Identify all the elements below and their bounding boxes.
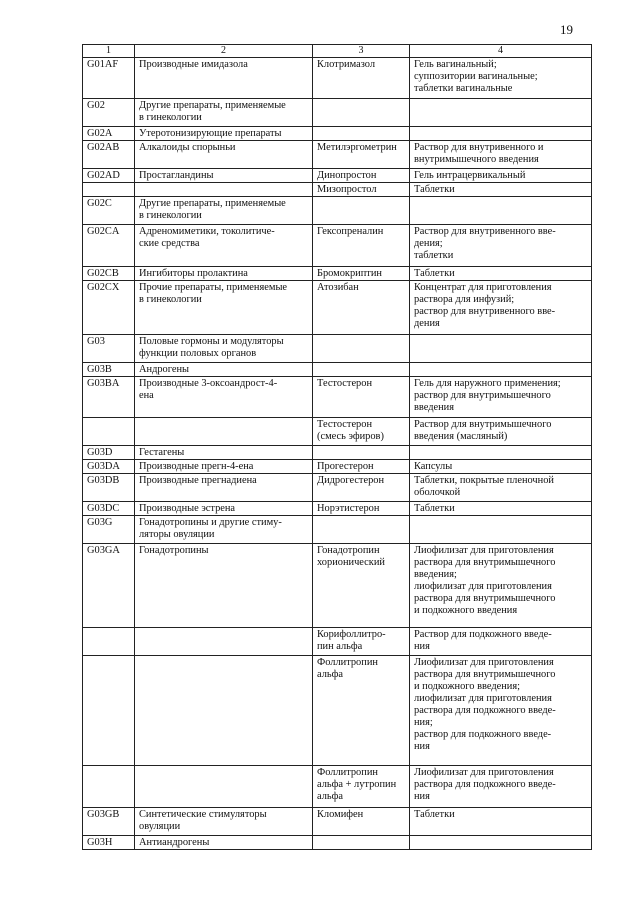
atc-code-cell: G03 <box>83 335 135 363</box>
group-name-cell: Половые гормоны и модуляторы функции половых органов <box>135 335 313 363</box>
atc-code-cell: G01AF <box>83 58 135 99</box>
dosage-form-cell: Раствор для внутривенного вве- дения; таблетки <box>410 225 592 267</box>
group-name-cell: Другие препараты, применяемые в гинекологии <box>135 99 313 127</box>
substance-cell <box>313 516 410 544</box>
table-row <box>83 836 592 850</box>
table-row <box>83 335 592 363</box>
atc-code-cell: G03D <box>83 446 135 460</box>
group-name-cell: Антиандрогены <box>135 836 313 850</box>
dosage-form-cell: Раствор для внутривенного и внутримышечного введения <box>410 141 592 169</box>
group-name-cell: Простагландины <box>135 169 313 183</box>
atc-code-cell: G03G <box>83 516 135 544</box>
atc-code-cell: G02AB <box>83 141 135 169</box>
table-row <box>83 544 592 628</box>
group-name-cell: Утеротонизирующие препараты <box>135 127 313 141</box>
dosage-form-cell <box>410 197 592 225</box>
dosage-form-cell: Раствор для подкожного введе- ния <box>410 628 592 656</box>
table-row <box>83 460 592 474</box>
table-row <box>83 183 592 197</box>
group-name-cell: Адреномиметики, токолитиче- ские средства <box>135 225 313 267</box>
table-row <box>83 474 592 502</box>
table-row <box>83 169 592 183</box>
dosage-form-cell <box>410 516 592 544</box>
substance-cell: Корифоллитро- пин альфа <box>313 628 410 656</box>
substance-cell <box>313 836 410 850</box>
dosage-form-cell: Лиофилизат для приготовления раствора для внутримышечного и подкожного введения; лиофилизат для приготовления раствора для подкожного введе- ния; раствор для подкожного введе- ния <box>410 656 592 766</box>
group-name-cell <box>135 656 313 766</box>
atc-code-cell: G02AD <box>83 169 135 183</box>
atc-code-cell <box>83 418 135 446</box>
group-name-cell: Гонадотропины и другие стиму- ляторы овуляции <box>135 516 313 544</box>
table-row <box>83 225 592 267</box>
substance-cell: Динопростон <box>313 169 410 183</box>
group-name-cell: Производные прегнадиена <box>135 474 313 502</box>
substance-cell <box>313 446 410 460</box>
table-row <box>83 267 592 281</box>
table-row <box>83 656 592 766</box>
group-name-cell: Прочие препараты, применяемые в гинекологии <box>135 281 313 335</box>
atc-code-cell: G02 <box>83 99 135 127</box>
group-name-cell: Алкалоиды спорыньи <box>135 141 313 169</box>
header-col-4: 4 <box>410 45 592 58</box>
group-name-cell: Синтетические стимуляторы овуляции <box>135 808 313 836</box>
substance-cell <box>313 99 410 127</box>
substance-cell: Клотримазол <box>313 58 410 99</box>
page-number: 19 <box>560 22 573 37</box>
group-name-cell: Производные имидазола <box>135 58 313 99</box>
atc-code-cell: G03GA <box>83 544 135 628</box>
group-name-cell: Гонадотропины <box>135 544 313 628</box>
table-row <box>83 502 592 516</box>
dosage-form-cell <box>410 363 592 377</box>
table-row <box>83 628 592 656</box>
atc-code-cell: G03B <box>83 363 135 377</box>
table-row <box>83 808 592 836</box>
table-row <box>83 99 592 127</box>
dosage-form-cell <box>410 836 592 850</box>
dosage-form-cell: Таблетки <box>410 267 592 281</box>
atc-code-cell: G02CB <box>83 267 135 281</box>
substance-cell: Тестостерон (смесь эфиров) <box>313 418 410 446</box>
atc-code-cell <box>83 628 135 656</box>
atc-code-cell <box>83 766 135 808</box>
substance-cell <box>313 127 410 141</box>
group-name-cell: Гестагены <box>135 446 313 460</box>
table-row <box>83 197 592 225</box>
dosage-form-cell: Таблетки <box>410 808 592 836</box>
substance-cell: Атозибан <box>313 281 410 335</box>
substance-cell <box>313 197 410 225</box>
dosage-form-cell: Гель для наружного применения; раствор для внутримышечного введения <box>410 377 592 418</box>
table-row <box>83 446 592 460</box>
dosage-form-cell: Капсулы <box>410 460 592 474</box>
group-name-cell <box>135 418 313 446</box>
group-name-cell: Производные 3-оксоандрост-4- ена <box>135 377 313 418</box>
substance-cell: Бромокриптин <box>313 267 410 281</box>
dosage-form-cell: Лиофилизат для приготовления раствора для подкожного введе- ния <box>410 766 592 808</box>
atc-code-cell: G03DC <box>83 502 135 516</box>
atc-code-cell: G02CA <box>83 225 135 267</box>
atc-code-cell: G03DA <box>83 460 135 474</box>
dosage-form-cell: Таблетки <box>410 502 592 516</box>
header-col-2: 2 <box>135 45 313 58</box>
substance-cell: Прогестерон <box>313 460 410 474</box>
dosage-form-cell <box>410 446 592 460</box>
atc-code-cell <box>83 183 135 197</box>
table-row <box>83 766 592 808</box>
substance-cell: Метилэргометрин <box>313 141 410 169</box>
substance-cell <box>313 335 410 363</box>
drug-classification-table <box>82 44 592 850</box>
dosage-form-cell: Гель интрацервикальный <box>410 169 592 183</box>
atc-code-cell: G02CX <box>83 281 135 335</box>
dosage-form-cell: Таблетки, покрытые пленочной оболочкой <box>410 474 592 502</box>
dosage-form-cell: Концентрат для приготовления раствора для инфузий; раствор для внутривенного вве- дения <box>410 281 592 335</box>
table-row <box>83 141 592 169</box>
substance-cell: Мизопростол <box>313 183 410 197</box>
substance-cell: Дидрогестерон <box>313 474 410 502</box>
table-row <box>83 516 592 544</box>
table-row <box>83 363 592 377</box>
group-name-cell: Другие препараты, применяемые в гинекологии <box>135 197 313 225</box>
substance-cell: Фоллитропин альфа <box>313 656 410 766</box>
group-name-cell: Андрогены <box>135 363 313 377</box>
atc-code-cell: G03BA <box>83 377 135 418</box>
table-row <box>83 418 592 446</box>
atc-code-cell: G03H <box>83 836 135 850</box>
group-name-cell: Ингибиторы пролактина <box>135 267 313 281</box>
atc-code-cell: G02C <box>83 197 135 225</box>
dosage-form-cell <box>410 127 592 141</box>
substance-cell: Тестостерон <box>313 377 410 418</box>
group-name-cell: Производные эстрена <box>135 502 313 516</box>
substance-cell: Гонадотропин хорионический <box>313 544 410 628</box>
dosage-form-cell: Лиофилизат для приготовления раствора для внутримышечного введения; лиофилизат для приготовления раствора для внутримышечного и подкожного введения <box>410 544 592 628</box>
atc-code-cell: G02A <box>83 127 135 141</box>
table-row <box>83 281 592 335</box>
dosage-form-cell: Гель вагинальный; суппозитории вагинальные; таблетки вагинальные <box>410 58 592 99</box>
substance-cell: Фоллитропин альфа + лутропин альфа <box>313 766 410 808</box>
group-name-cell: Производные прегн-4-ена <box>135 460 313 474</box>
table-row <box>83 377 592 418</box>
dosage-form-cell <box>410 99 592 127</box>
dosage-form-cell <box>410 335 592 363</box>
dosage-form-cell: Таблетки <box>410 183 592 197</box>
header-row <box>83 45 592 58</box>
group-name-cell <box>135 628 313 656</box>
atc-code-cell: G03GB <box>83 808 135 836</box>
group-name-cell <box>135 183 313 197</box>
atc-code-cell: G03DB <box>83 474 135 502</box>
substance-cell: Норэтистерон <box>313 502 410 516</box>
group-name-cell <box>135 766 313 808</box>
substance-cell: Гексопреналин <box>313 225 410 267</box>
table-row <box>83 127 592 141</box>
substance-cell: Кломифен <box>313 808 410 836</box>
header-col-1: 1 <box>83 45 135 58</box>
substance-cell <box>313 363 410 377</box>
table-row <box>83 58 592 99</box>
header-col-3: 3 <box>313 45 410 58</box>
dosage-form-cell: Раствор для внутримышечного введения (масляный) <box>410 418 592 446</box>
atc-code-cell <box>83 656 135 766</box>
